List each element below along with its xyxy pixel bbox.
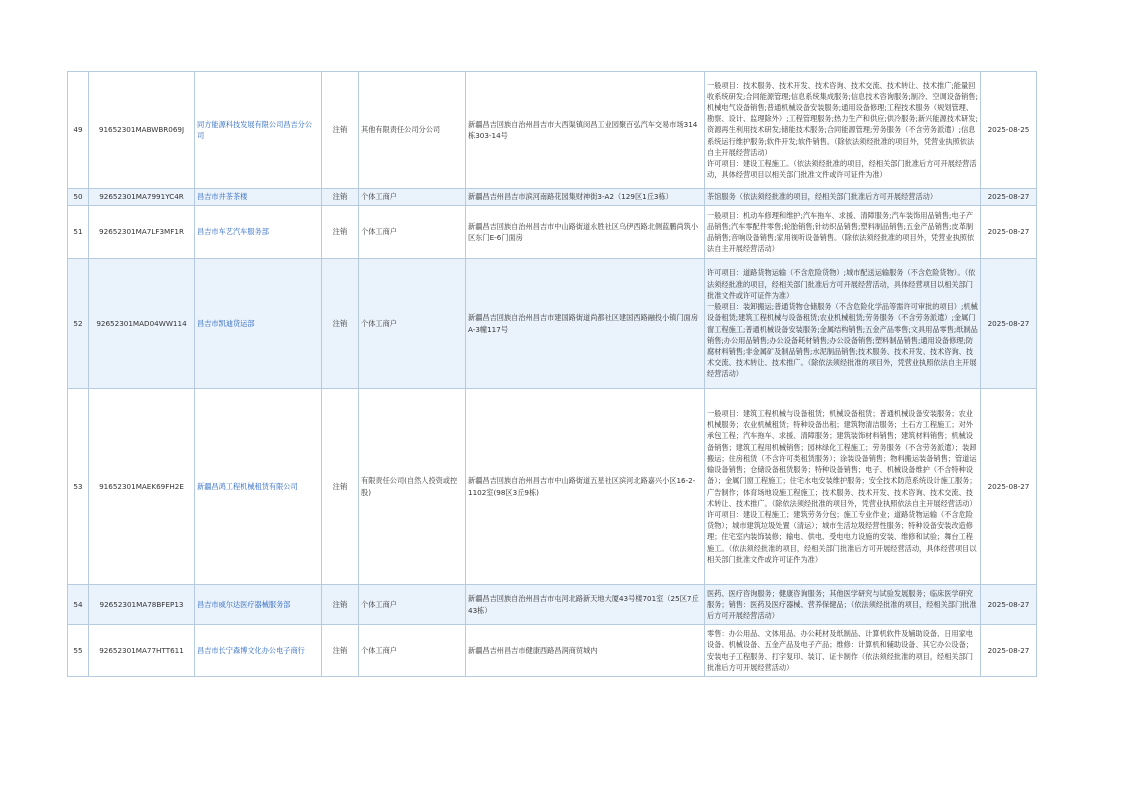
credit-code: 92652301MA77HTT611 [89,625,195,677]
row-index: 49 [68,72,89,189]
credit-code: 91652301MABWBR069J [89,72,195,189]
business-scope: 许可项目：道路货物运输（不含危险货物）;城市配送运输服务（不含危险货物）。（依法须经批准的项目，经相关部门批准后方可开展经营活动，具体经营项目以相关部门批准文件或许可证件为准） 一般项目：装卸搬运;普通货物仓储服务（不含危险化学品等需许可审批的项目）;机械设备租赁;建筑工程机械与设备租赁;农业机械租赁;劳务服务（不含劳务派遣）;金属门窗工程施工;普通机械设备安装服务;金属结构销售;五金产品零售;文具用品零售;纸制品销售;办公用品销售;办公设备耗材销售;办公设备销售;塑料制品销售;通用设备修理;防腐材料销售;非金属矿及制品销售;水泥制品销售;技术服务、技术开发、技术咨询、技术交流、技术转让、技术推广。（除依法须经批准的项目外，凭营业执照依法自主开展经营活动） [705,259,981,389]
company-type: 有限责任公司(自然人投资或控股) [359,389,466,585]
credit-code: 92652301MAD04WW114 [89,259,195,389]
credit-code: 92652301MA7991YC4R [89,189,195,206]
status: 注销 [322,206,359,259]
date: 2025-08-27 [981,259,1037,389]
row-index: 55 [68,625,89,677]
table-row [68,585,1037,625]
company-name-link[interactable]: 新疆昌鸿工程机械租赁有限公司 [195,389,322,585]
business-scope: 茶馆服务（依法须经批准的项目，经相关部门批准后方可开展经营活动） [705,189,981,206]
address: 新疆昌吉回族自治州昌吉市屯河北路新天地大厦43号楼701室（25区7丘43栋） [466,585,705,625]
company-name-link[interactable]: 昌吉市井茶茶楼 [195,189,322,206]
address: 新疆昌吉回族自治州昌吉市中山路街道永胜社区乌伊西路北侧蓝鹏尚筑小区东门E-6门面房 [466,206,705,259]
date: 2025-08-27 [981,389,1037,585]
company-name-link[interactable]: 昌吉市长宁森博文化办公电子商行 [195,625,322,677]
row-index: 53 [68,389,89,585]
company-name-link[interactable]: 昌吉市车艺汽车服务部 [195,206,322,259]
row-index: 50 [68,189,89,206]
date: 2025-08-27 [981,206,1037,259]
date: 2025-08-27 [981,625,1037,677]
business-scope: 一般项目：建筑工程机械与设备租赁；机械设备租赁；普通机械设备安装服务；农业机械服务；农业机械租赁；特种设备出租；建筑物清洁服务；土石方工程施工；对外承包工程；汽车拖车、求援、清障服务；建筑装饰材料销售；建筑材料销售；机械设备销售；建筑工程用机械销售；园林绿化工程施工；劳务服务（不含劳务派遣）；装卸搬运；住房租赁（不含许可类租赁服务）；涂装设备销售；物料搬运装备销售；管道运输设备销售；仓储设备租赁服务；特种设备销售；电子、机械设备维护（不含特种设备）；金属门窗工程施工；住宅水电安装维护服务；安全技术防范系统设计施工服务；广告制作；体育场地设施工程施工；技术服务、技术开发、技术咨询、技术交流、技术转让、技术推广。（除依法须经批准的项目外，凭营业执照依法自主开展经营活动） 许可项目：建设工程施工；建筑劳务分包；施工专业作业；道路货物运输（不含危险货物）；城市建筑垃圾处置（清运）；城市生活垃圾经营性服务；特种设备安装改造修理；住宅室内装饰装修；输电、供电、受电电力设施的安装、维修和试验；舞台工程施工。（依法须经批准的项目，经相关部门批准后方可开展经营活动，具体经营项目以相关部门批准文件或许可证件为准） [705,389,981,585]
business-scope: 一般项目：机动车修理和维护;汽车拖车、求援、清障服务;汽车装饰用品销售;电子产品销售;汽车零配件零售;轮胎销售;针纺织品销售;塑料制品销售;五金产品销售;皮革制品销售;音响设备销售;家用视听设备销售。（除依法须经批准的项目外，凭营业执照依法自主开展经营活动） [705,206,981,259]
address: 新疆昌吉州昌吉市健康西路昌润商贸城内 [466,625,705,677]
address: 新疆昌吉回族自治州昌吉市大西渠镇闵昌工业园聚百弘汽车交易市场314栋303-14号 [466,72,705,189]
date: 2025-08-27 [981,189,1037,206]
status: 注销 [322,189,359,206]
credit-code: 92652301MA7LF3MF1R [89,206,195,259]
status: 注销 [322,625,359,677]
address: 新疆昌吉州昌吉市滨河南路花园集财神街3-A2（129区1丘3栋） [466,189,705,206]
status: 注销 [322,585,359,625]
company-name-link[interactable]: 昌吉市威尔达医疗器械服务部 [195,585,322,625]
table-row [68,72,1037,189]
company-type: 个体工商户 [359,259,466,389]
enterprise-deregistration-table [67,71,1037,677]
table-row [68,206,1037,259]
business-scope: 零售：办公用品、文体用品、办公耗材及纸制品、计算机软件及辅助设备、日用家电设备、机械设备、五金产品及电子产品；维修：计算机和辅助设备、其它办公设备；安装电子工程服务、打字复印、装订、证卡制作（依法须经批准的项目，经相关部门批准后方可开展经营活动） [705,625,981,677]
company-name-link[interactable]: 同方能源科技发展有限公司昌吉分公司 [195,72,322,189]
address: 新疆昌吉回族自治州昌吉市建国路街道尚都社区建国西路融投小镇门面房A-3幢117号 [466,259,705,389]
company-name-link[interactable]: 昌吉市凯迪货运部 [195,259,322,389]
status: 注销 [322,259,359,389]
company-type: 个体工商户 [359,625,466,677]
date: 2025-08-27 [981,585,1037,625]
table-row [68,259,1037,389]
status: 注销 [322,389,359,585]
table-row [68,625,1037,677]
company-type: 个体工商户 [359,189,466,206]
row-index: 52 [68,259,89,389]
status: 注销 [322,72,359,189]
company-type: 个体工商户 [359,585,466,625]
row-index: 54 [68,585,89,625]
address: 新疆昌吉回族自治州昌吉市中山路街道五星社区滨河北路嘉兴小区16-2-1102室(98区3丘9栋) [466,389,705,585]
company-type: 其他有限责任公司分公司 [359,72,466,189]
date: 2025-08-25 [981,72,1037,189]
credit-code: 92652301MA78BFEP13 [89,585,195,625]
table-row [68,189,1037,206]
table-row [68,389,1037,585]
company-type: 个体工商户 [359,206,466,259]
row-index: 51 [68,206,89,259]
credit-code: 91652301MAEK69FH2E [89,389,195,585]
business-scope: 一般项目：技术服务、技术开发、技术咨询、技术交流、技术转让、技术推广;能量回收系统研发;合同能源管理;信息系统集成服务;信息技术咨询服务;制冷、空调设备销售;机械电气设备销售;普通机械设备安装服务;通用设备修理;工程技术服务（规划管理、勘察、设计、监理除外）;工程管理服务;热力生产和供应;供冷服务;新兴能源技术研发;资源再生利用技术研发;储能技术服务;合同能源管理;劳务服务（不含劳务派遣）;信息系统运行维护服务;软件开发;软件销售。（除依法须经批准的项目外，凭营业执照依法自主开展经营活动） 许可项目：建设工程施工。（依法须经批准的项目，经相关部门批准后方可开展经营活动，具体经营项目以相关部门批准文件或许可证件为准） [705,72,981,189]
business-scope: 医药、医疗咨询服务；健康咨询服务；其他医学研究与试验发展服务；临床医学研究服务；销售：医药及医疗器械、营养保健品；（依法须经批准的项目，经相关部门批准后方可开展经营活动） [705,585,981,625]
